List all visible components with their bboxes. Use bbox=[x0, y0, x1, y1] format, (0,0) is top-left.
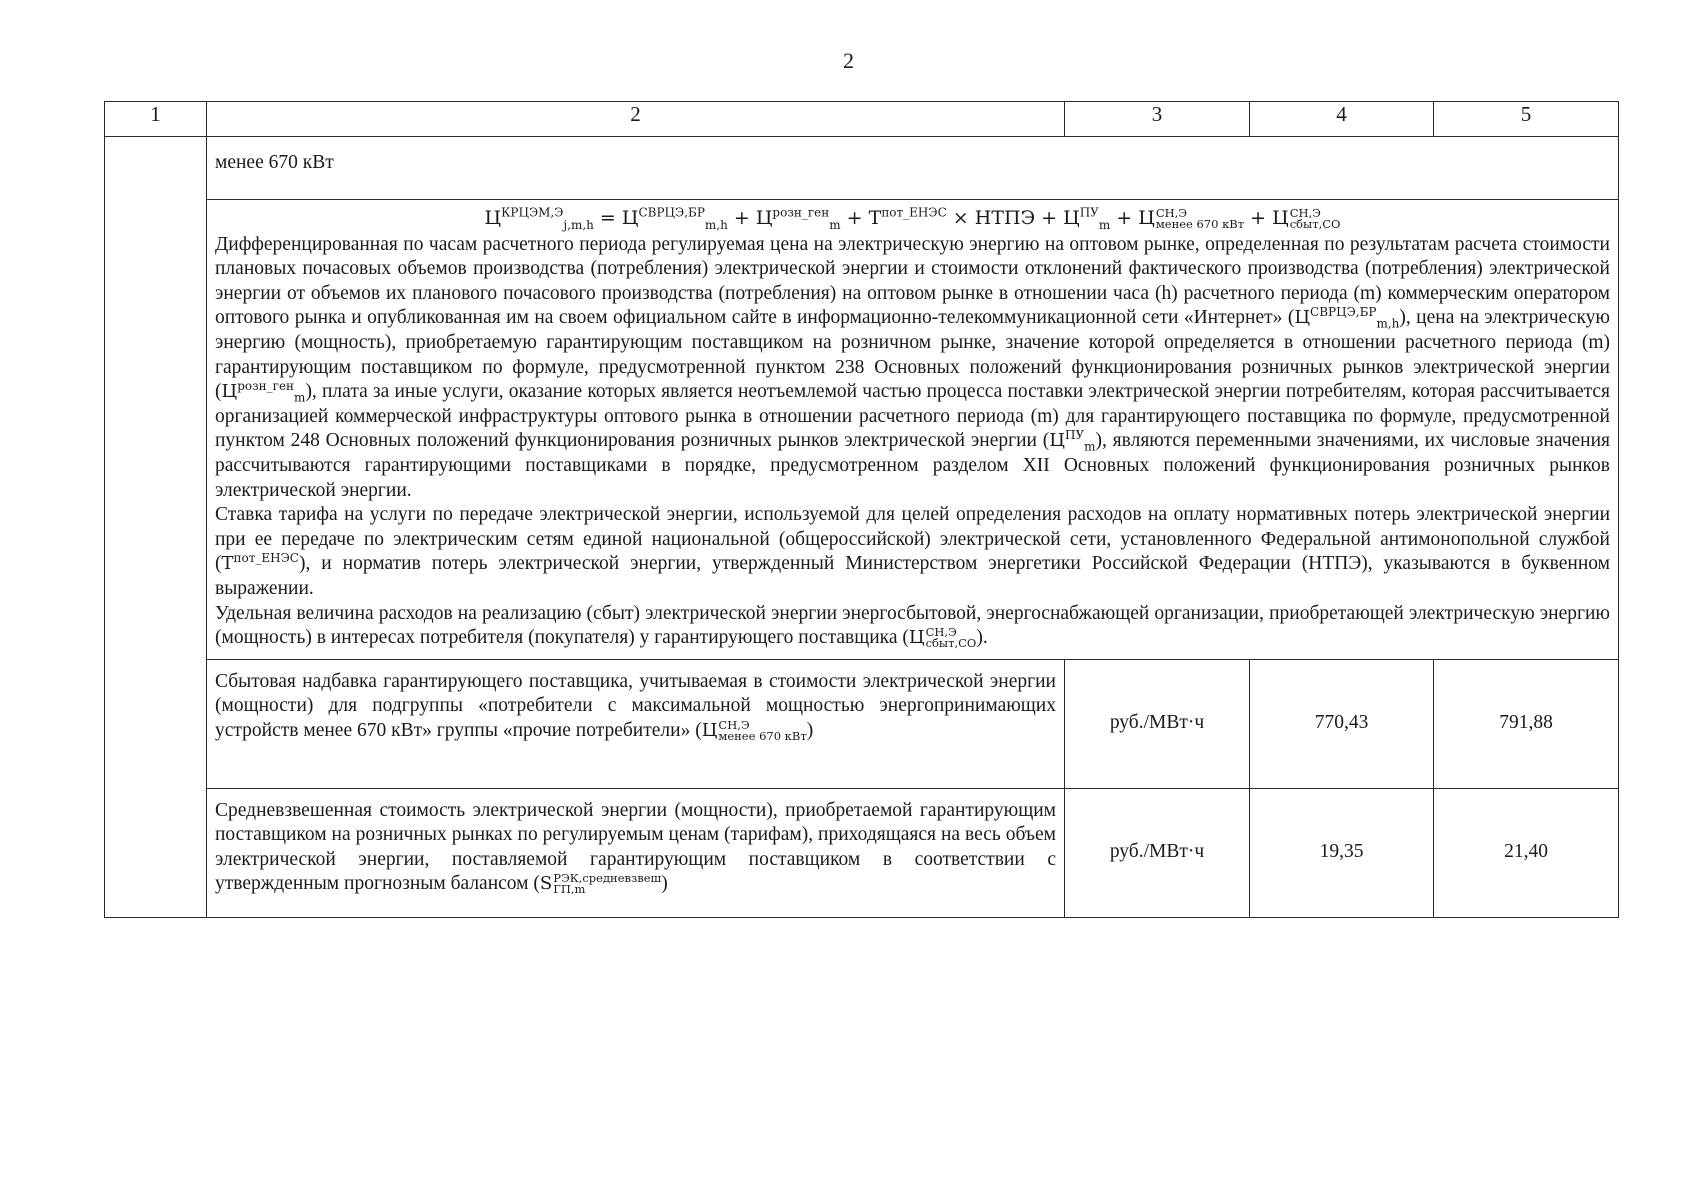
header-cell-2: 2 bbox=[207, 102, 1065, 137]
unit-cell: руб./МВт·ч bbox=[1065, 788, 1250, 917]
header-cell-1: 1 bbox=[105, 102, 207, 137]
unit-cell: руб./МВт·ч bbox=[1065, 659, 1250, 788]
description-paragraph: Дифференцированная по часам расчетного периода регулируемая цена на электрическую энергию на оптовом рынке, определенная по результатам расчета стоимости плановых почасовых объемов производства (потребления) электрической энергии и стоимости отклонений фактического производства (потребления) электрической энергии от объемов их планового почасового производства (потребления) на оптовом рынке в отношении часа (h) расчетного периода (m) коммерческим оператором оптового рынка и опубликованная им на своем официальном сайте в информационно-телекоммуникационной сети «Интернет» $(Ц^{СВРЦЭ,БР}_{m,h})$, цена на электрическую энергию (мощность), приобретаемую гарантирующим поставщиком на розничном рынке, значение которой определяется в отношении расчетного периода (m) гарантирующим поставщиком по формуле, предусмотренной пунктом 238 Основных положений функционирования розничных рынков электрической энергии $(Ц^{розн\_ген}_m)$, плата за иные услуги, оказание которых является неотъемлемой частью процесса поставки электрической энергии потребителям, которая рассчитывается организацией коммерческой инфраструктуры оптового рынка в отношении расчетного периода (m) для гарантирующего поставщика по формуле, предусмотренной пунктом 248 Основных положений функционирования розничных рынков электрической энергии $(Ц^{ПУ}_m)$, являются переменными значениями, их числовые значения рассчитываются гарантирующими поставщиками в порядке, предусмотренном разделом XII Основных положений функционирования розничных рынков электрической энергии. bbox=[215, 233, 1610, 501]
header-cell-3: 3 bbox=[1065, 102, 1250, 137]
value-cell: 770,43 bbox=[1250, 659, 1434, 788]
price-formula: $Ц^{КРЦЭМ,Э}_{j,m,h} = Ц^{СВРЦЭ,БР}_{m,h} + Ц^{розн\_ген}_m + Т^{пот\_ЕНЭС}$ × НТПЭ + $Ц^{ПУ}_m + Ц$ СН,Э менее 670 кВт + Ц СН,Э сбыт,СО bbox=[484, 205, 1341, 232]
table-row bbox=[105, 788, 1619, 917]
table-row bbox=[105, 659, 1619, 788]
formula-cell bbox=[207, 200, 1619, 660]
row-title: менее 670 кВт bbox=[215, 152, 334, 173]
row-description: Сбытовая надбавка гарантирующего поставщика, учитываемая в стоимости электрической энергии (мощности) для подгруппы «потребители с максимальной мощностью энергопринимающих устройств менее 670 кВт» группы «прочие потребители» (Ц СН,Э менее 670 кВт ) bbox=[215, 670, 1056, 743]
row-description-cell bbox=[207, 788, 1065, 917]
value-cell: 791,88 bbox=[1434, 659, 1619, 788]
value-cell: 19,35 bbox=[1250, 788, 1434, 917]
row-description: Средневзвешенная стоимость электрической энергии (мощности), приобретаемой гарантирующим поставщиком на розничных рынках по регулируемым ценам (тарифам), приходящаяся на весь объем электрической энергии, поставляемой гарантирующим поставщиком в соответствии с утвержденным прогнозным балансом (S РЭК,средневзвеш ГП,m ) bbox=[215, 799, 1056, 897]
index-column-cell bbox=[105, 137, 207, 918]
value-cell: 21,40 bbox=[1434, 788, 1619, 917]
header-cell-4: 4 bbox=[1250, 102, 1434, 137]
row-title-cell bbox=[207, 137, 1619, 200]
tariff-table bbox=[104, 101, 1619, 918]
header-cell-5: 5 bbox=[1434, 102, 1619, 137]
formula-description bbox=[207, 233, 1618, 659]
table-row bbox=[105, 137, 1619, 200]
description-paragraph: Удельная величина расходов на реализацию (сбыт) электрической энергии энергосбытовой, энергоснабжающей организации, приобретающей электрическую энергию (мощность) в интересах потребителя (покупателя) у гарантирующего поставщика (Ц СН,Э сбыт,СО ). bbox=[215, 602, 1610, 651]
row-description-cell bbox=[207, 659, 1065, 788]
table-row bbox=[105, 200, 1619, 660]
header-row bbox=[105, 102, 1619, 137]
description-paragraph: Ставка тарифа на услуги по передаче электрической энергии, используемой для целей определения расходов на оплату нормативных потерь электрической энергии при ее передаче по электрическим сетям единой национальной (общероссийской) электрической сети, установленного Федеральной антимонопольной службой $(Т^{пот\_ЕНЭС})$, и норматив потерь электрической энергии, утвержденный Министерством энергетики Российской Федерации (НТПЭ), указываются в буквенном выражении. bbox=[215, 504, 1610, 599]
page-number: 2 bbox=[843, 48, 854, 73]
